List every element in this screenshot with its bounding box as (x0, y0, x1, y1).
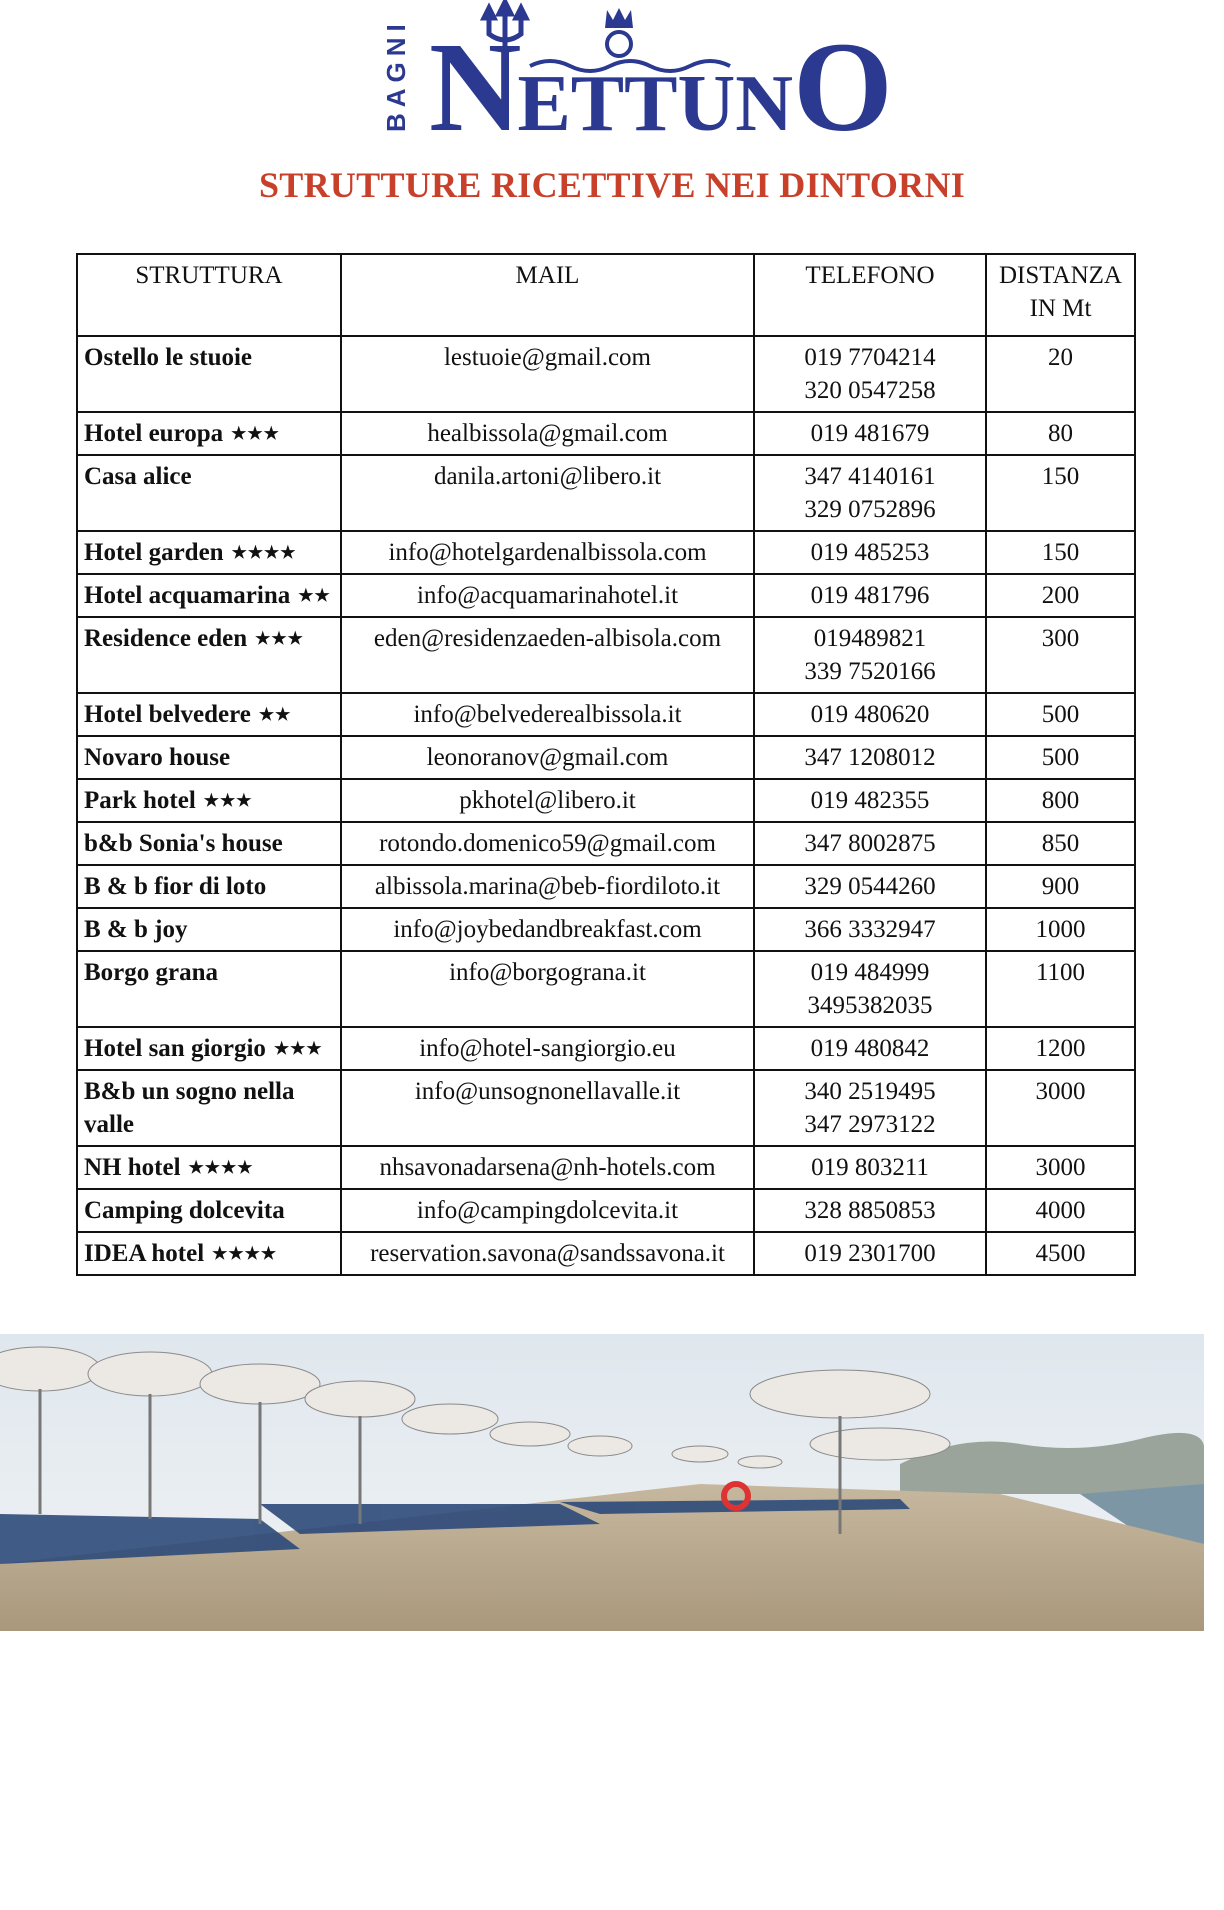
telefono-cell (754, 617, 986, 693)
struttura-cell (77, 574, 341, 617)
telefono-cell (754, 908, 986, 951)
svg-text:NETTUNO: NETTUNO (429, 16, 893, 158)
phone-secondary: 347 2973122 (804, 1111, 936, 1138)
phone-secondary: 320 0547258 (804, 377, 936, 404)
distanza-cell: 1100 (986, 951, 1135, 1027)
struttura-name: B & b fior di loto (84, 873, 267, 900)
table-row (77, 455, 1135, 531)
page-heading: STRUTTURE RICETTIVE NEI DINTORNI (258, 165, 966, 205)
struttura-name: Hotel acquamarina (84, 582, 291, 609)
struttura-name: NH hotel (84, 1154, 181, 1181)
struttura-name: B&b un sogno nella valle (84, 1078, 295, 1138)
mail-cell: eden@residenzaeden-albisola.com (341, 617, 754, 693)
phone-primary: 019 480620 (810, 701, 930, 728)
phone-primary: 019 803211 (811, 1154, 929, 1181)
struttura-name: Hotel belvedere (84, 701, 251, 728)
mail-cell: pkhotel@libero.it (341, 779, 754, 822)
mail-cell: nhsavonadarsena@nh-hotels.com (341, 1146, 754, 1189)
telefono-cell (754, 1146, 986, 1189)
telefono-cell (754, 865, 986, 908)
phone-primary: 019 482355 (810, 787, 930, 814)
lodging-table (76, 253, 1136, 1276)
struttura-cell (77, 412, 341, 455)
mail-cell: info@borgograna.it (341, 951, 754, 1027)
phone-primary: 019 2301700 (804, 1240, 936, 1267)
table-row (77, 1070, 1135, 1146)
mail-cell: info@belvederealbissola.it (341, 693, 754, 736)
star-rating: ★★★ (231, 424, 280, 443)
struttura-name: Hotel garden (84, 539, 224, 566)
crown-icon (605, 8, 633, 56)
star-rating: ★★★★ (231, 543, 297, 562)
mail-cell: info@hotelgardenalbissola.com (341, 531, 754, 574)
table-row (77, 1189, 1135, 1232)
table-row (77, 693, 1135, 736)
phone-secondary: 3495382035 (807, 992, 933, 1019)
distanza-cell: 3000 (986, 1146, 1135, 1189)
phone-primary: 329 0544260 (804, 873, 936, 900)
phone-primary: 019 7704214 (804, 344, 936, 371)
telefono-cell (754, 693, 986, 736)
distanza-cell: 200 (986, 574, 1135, 617)
distanza-cell: 300 (986, 617, 1135, 693)
struttura-cell (77, 617, 341, 693)
phone-primary: 019 481679 (810, 420, 930, 447)
logo-prefix: BAGNI (381, 18, 411, 132)
phone-primary: 019 484999 (810, 959, 930, 986)
telefono-cell (754, 779, 986, 822)
phone-primary: 347 4140161 (804, 463, 936, 490)
telefono-cell (754, 574, 986, 617)
header-mail: MAIL (341, 254, 754, 336)
mail-cell: lestuoie@gmail.com (341, 336, 754, 412)
distanza-cell: 20 (986, 336, 1135, 412)
telefono-cell (754, 455, 986, 531)
star-rating: ★★★ (255, 629, 304, 648)
table-row (77, 736, 1135, 779)
table-row (77, 617, 1135, 693)
struttura-name: Residence eden (84, 625, 248, 652)
struttura-cell (77, 908, 341, 951)
struttura-cell (77, 1189, 341, 1232)
mail-cell: reservation.savona@sandssavona.it (341, 1232, 754, 1275)
struttura-name: B & b joy (84, 916, 188, 943)
header-distanza: DISTANZA IN Mt (986, 254, 1135, 336)
struttura-cell (77, 1027, 341, 1070)
mail-cell: info@joybedandbreakfast.com (341, 908, 754, 951)
distanza-cell: 850 (986, 822, 1135, 865)
mail-cell: info@campingdolcevita.it (341, 1189, 754, 1232)
distanza-cell: 150 (986, 531, 1135, 574)
mail-cell: info@hotel-sangiorgio.eu (341, 1027, 754, 1070)
mail-cell: healbissola@gmail.com (341, 412, 754, 455)
telefono-cell (754, 1027, 986, 1070)
struttura-name: IDEA hotel (84, 1240, 205, 1267)
distanza-cell: 3000 (986, 1070, 1135, 1146)
struttura-cell (77, 822, 341, 865)
mail-cell: albissola.marina@beb-fiordiloto.it (341, 865, 754, 908)
distanza-cell: 4500 (986, 1232, 1135, 1275)
distanza-cell: 80 (986, 412, 1135, 455)
star-rating: ★★★ (273, 1039, 323, 1058)
phone-primary: 019 485253 (810, 539, 930, 566)
phone-primary: 019 481796 (810, 582, 930, 609)
mail-cell: info@acquamarinahotel.it (341, 574, 754, 617)
table-row (77, 412, 1135, 455)
struttura-cell (77, 336, 341, 412)
struttura-cell (77, 1146, 341, 1189)
table-row (77, 865, 1135, 908)
table-header-row (77, 254, 1135, 336)
table-row (77, 908, 1135, 951)
phone-secondary: 329 0752896 (804, 496, 936, 523)
telefono-cell (754, 822, 986, 865)
struttura-name: Casa alice (84, 463, 192, 490)
telefono-cell (754, 336, 986, 412)
mail-cell: leonoranov@gmail.com (341, 736, 754, 779)
distanza-cell: 500 (986, 693, 1135, 736)
telefono-cell (754, 1070, 986, 1146)
phone-primary: 328 8850853 (804, 1197, 936, 1224)
telefono-cell (754, 1189, 986, 1232)
struttura-name: b&b Sonia's house (84, 830, 283, 857)
table-row (77, 1027, 1135, 1070)
struttura-cell (77, 1070, 341, 1146)
telefono-cell (754, 1232, 986, 1275)
telefono-cell (754, 531, 986, 574)
table-row (77, 574, 1135, 617)
header-telefono: TELEFONO (754, 254, 986, 336)
distanza-cell: 1200 (986, 1027, 1135, 1070)
table-row (77, 951, 1135, 1027)
star-rating: ★★ (298, 586, 331, 605)
struttura-cell (77, 951, 341, 1027)
struttura-name: Park hotel (84, 787, 196, 814)
mail-cell: danila.artoni@libero.it (341, 455, 754, 531)
mail-cell: rotondo.domenico59@gmail.com (341, 822, 754, 865)
distanza-cell: 150 (986, 455, 1135, 531)
phone-primary: 366 3332947 (804, 916, 936, 943)
phone-secondary: 339 7520166 (804, 658, 936, 685)
table-row (77, 531, 1135, 574)
telefono-cell (754, 736, 986, 779)
struttura-cell (77, 531, 341, 574)
struttura-name: Hotel san giorgio (84, 1035, 266, 1062)
phone-primary: 019489821 (813, 625, 927, 652)
struttura-name: Novaro house (84, 744, 231, 771)
phone-primary: 019 480842 (810, 1035, 930, 1062)
beach-photo (0, 1334, 1204, 1631)
struttura-name: Ostello le stuoie (84, 344, 253, 371)
phone-primary: 347 1208012 (804, 744, 936, 771)
mail-cell: info@unsognonellavalle.it (341, 1070, 754, 1146)
phone-primary: 347 8002875 (804, 830, 936, 857)
header-struttura: STRUTTURA (77, 254, 341, 336)
distanza-cell: 1000 (986, 908, 1135, 951)
struttura-name: Hotel europa (84, 420, 224, 447)
table-row (77, 336, 1135, 412)
bagni-nettuno-logo (381, 0, 893, 158)
star-rating: ★★ (258, 705, 292, 724)
struttura-cell (77, 779, 341, 822)
star-rating: ★★★★ (212, 1244, 278, 1263)
struttura-cell (77, 693, 341, 736)
struttura-cell (77, 455, 341, 531)
table-row (77, 1232, 1135, 1275)
distanza-cell: 4000 (986, 1189, 1135, 1232)
table-row (77, 822, 1135, 865)
telefono-cell (754, 951, 986, 1027)
struttura-cell (77, 865, 341, 908)
distanza-cell: 900 (986, 865, 1135, 908)
distanza-cell: 500 (986, 736, 1135, 779)
star-rating: ★★★ (203, 791, 253, 810)
phone-primary: 340 2519495 (804, 1078, 936, 1105)
struttura-cell (77, 1232, 341, 1275)
table-row (77, 1146, 1135, 1189)
star-rating: ★★★★ (188, 1158, 254, 1177)
table-row (77, 779, 1135, 822)
struttura-name: Camping dolcevita (84, 1197, 285, 1224)
telefono-cell (754, 412, 986, 455)
distanza-cell: 800 (986, 779, 1135, 822)
struttura-name: Borgo grana (84, 959, 219, 986)
struttura-cell (77, 736, 341, 779)
